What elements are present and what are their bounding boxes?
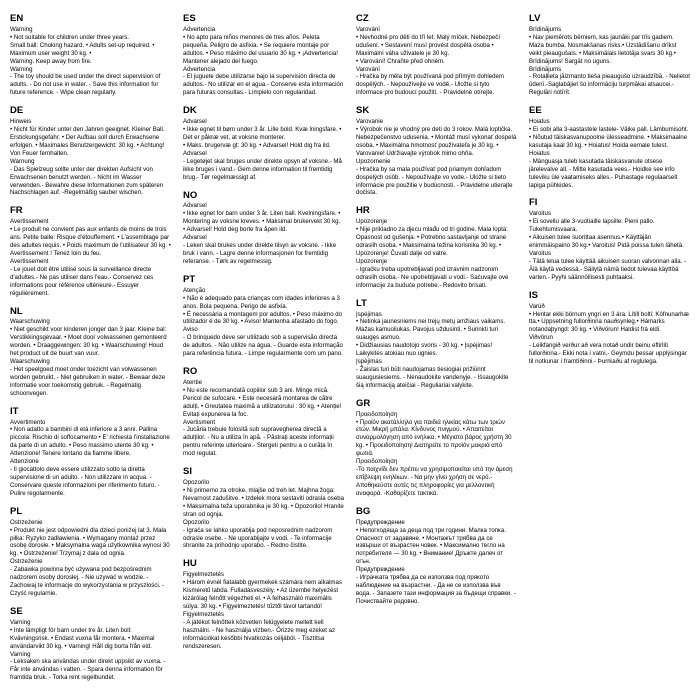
warning-paragraph: - Leksaken ska användas under direkt uppsikt av vuxna. - Får inte användas i vatten. - Spara denna information för framtida bruk. - Torka rent regelbundet. [10,658,166,682]
warning-paragraph: Avertissement [10,257,49,265]
warning-paragraph: Figyelmeztetés [183,571,224,579]
warning-paragraph: Avertisment [183,418,216,426]
warning-paragraph: - Rotaļlieta jāizmanto tieša pieaugušo uzraudzībā. - Nelietot ūdenī.-Saglabājiet šo informāciju turpmākai atsaucei.-Regulāri notīrīt. [529,73,690,97]
language-block-cz [356,14,517,97]
warning-paragraph: - Igračku treba upotrebljavati pod izravnim nadzorom odraslih osoba.- Ne upotrebljavati u vodi.- Sačuvajte ove informacije za buduće potrebe.- Redovito brisati. [356,265,509,289]
language-code: LV [529,13,541,24]
language-block-es [183,14,344,97]
language-code: IT [10,405,19,417]
warning-paragraph: • Varování! Chraňte před ohněm. [356,57,445,65]
warning-paragraph: Advarsel [183,149,207,157]
language-block-se [10,607,171,682]
warning-paragraph: Figyelmeztetés [183,610,224,618]
language-code: EE [529,105,542,117]
warning-paragraph: • Ikke egnet for barn under 3 år. Liten ball. Kvelningsfare. • Montering av voksne kreves. • Maksimal brukervekt 30 kg. • Advarsel! Hold deg borte fra åpen ild. [183,210,341,234]
warning-paragraph: - Legetøjet skal bruges under direkte opsyn af voksne.- Må ikke bruges i vand.- Gem denne information til fremtidig brug.- Tør regelmæssigt af. [183,157,342,181]
language-block-sk [356,106,517,197]
language-code: FR [10,205,23,217]
warning-paragraph: Upozorenje [356,257,388,265]
warning-paragraph: - Играчката трябва да се използва под прякото наблюдение на възрастни. - Да не се използва във вода. - Запазете тази информация за бъдещи справки. - Почиствайте редовно. [356,574,516,605]
warning-paragraph: Varoitus [529,249,551,257]
language-code: HU [183,558,197,570]
language-block-pl [10,507,171,598]
warning-paragraph: - The toy should be used under the direct supervision of adults. - Do not use in water. - Save this information for future reference. - Wipe clean regularly. [10,73,161,97]
warning-paragraph: Įspėjimas [356,358,382,366]
language-block-pt [183,275,344,358]
warning-paragraph: Aviso [183,326,198,334]
language-code: DE [10,105,24,117]
warning-paragraph: • Maks. brugervæ gt: 30 kg. • Advarsel! Hold dig fra ild. [183,141,331,149]
language-block-de [10,106,171,197]
warning-paragraph: Предупреждение [356,566,405,574]
warning-paragraph: • Niet geschikt voor kinderen jonger dan 3 jaar. Kleine bal: Verstikkingsgevaar. • Moet door volwassenen gemonteerd worden. • Draaggewingen: 30 kg. • Waarschuwing! Houd het product uit de buurt van vuur. [10,326,167,358]
warning-paragraph: - Das Spielzeug sollte unter der direkten Aufsicht von Erwachsenen benutzt werden. - Nicht im Wasser verwenden.- Bewahre diese Informationen zum späteren Nachschlagen auf. -Regelmäßig sauber wischen. [10,165,164,197]
warning-paragraph: - Leikfangið verður að vera notað undir beinu eftirliti fullorðinna.- Ekki nota í vatni.- Geymdu þessar upplýsingar til notkunar í framtíðinni.- Þurrkaðu af reglulega. [529,342,687,366]
language-block-lv [529,14,690,97]
warning-paragraph: Varning [10,650,31,658]
warning-paragraph: - Jucăria trebuie folosită sub supravegherea directă a adulților. - Nu a utiliza în apă. - Păstrați aceste informații pentru referințe ulterioare.- Stergeti pentru a o curăța în mod regulat. [183,426,334,458]
language-code: NL [10,305,23,317]
warning-paragraph: Advertencia [183,65,216,73]
warning-paragraph: Ostrzeżenie [10,518,43,526]
language-code: SK [356,105,370,117]
warning-paragraph: Small ball: Choking hazard. • Adults set-up required. • Maximum user weight 30 kg. • [10,41,155,57]
warning-paragraph: Προειδοποίηση [356,458,398,466]
language-block-hr [356,206,517,289]
language-block-is [529,291,690,366]
warning-paragraph: • Három évnél fiatalabb gyermekek számára nem alkalmas Kisméretű labda. Fulladásveszély. • Az üzembe helyezést kizárólag felnőtt végezheti el. • A felhasználó maximális súlya: 30 kg. • Figyelmeztetés! tűztől távol tartandó! [183,579,342,610]
language-block-ro [183,367,344,458]
language-code: PT [183,273,196,285]
language-code: DK [183,105,197,117]
warning-paragraph: - Tätä lelua tulee käyttää aikuisen suoran valvonnan alla. - Älä käytä vedessä.- Säilytä nämä tiedot tulevaa käyttöä varten.- Pyyhi säännöllisesti puhtaaksi. [529,257,687,281]
language-code: GR [356,397,371,409]
language-block-nl [10,307,171,398]
language-code: IS [529,289,538,301]
warning-paragraph: - Mänguasja tuleb kasutada täiskasvanute otsese järelevalve all. - Mitte kasutada vees.- Hoidke see info tuleviku üle vaatamiseks alles.- Puhastage regulaarselt lapiga pühkides. [529,157,678,189]
warning-paragraph: Varování [356,25,380,33]
warning-paragraph: Ostrzeżenie [10,558,43,566]
warning-paragraph: • Non adatto a bambini di età inferiore a 3 anni. Pallina piccola: Rischio di soffocamento • E' richiesta l'installazione da parte di un adulto. • Peso massimo utente 30 kg. • Attenzione! Tenere lontano da fiamme libere. [10,426,170,458]
warning-paragraph: - Le jouet doit être utilisé sous la surveillance directe d'adultes.- Ne pas utiliser dans l'eau.- Conservez ces informations pour référence ultérieure.- Essuyer régulièrement. [10,265,154,297]
warning-paragraph: Warnung [10,157,35,165]
warning-paragraph: • Непогходяща за деца под три години. Малка топка. Опасност от задавяне. • Монтажът трябва да се извърши от възрастен човек. • Максимално тегло на потребителя — 30 kg. • Внимание! Дръжте далеч от огън. [356,526,506,566]
warning-paragraph: Opozorilo [183,518,210,526]
warning-paragraph: • Le produit ne convient pas aux enfants de moins de trois ans. Petite balle: Risque d'étouffement. • L'assemblage par des adultes requis. • Poids maximum de l'utilisateur 30 kg. • Avertissement ! Tenez loin du feu. [10,226,171,257]
warning-paragraph: • Aikuisen tulee suorittaa asennus.• Käyttäjän enimmäispaino 30 kg.• Varoitus! Pidä poissa tulen lähetä. [529,234,684,250]
warning-paragraph: • Nav piemērots bērniem, kas jaunāki par trīs gadiem. Maza bumba. Nosmakšanas risks.• Uzstādīšanu drīkst veikt pieaugušais. • Maksimālais lietotāja svars 30 kg.• Brīdinājums! Sargāt no uguns. [529,33,677,65]
language-code: ES [183,13,196,24]
warning-paragraph: Hoiatus [529,149,550,157]
warning-paragraph: Atenção [183,286,206,294]
language-block-gr [356,399,517,498]
warning-paragraph: Hinweis [10,118,32,126]
warning-paragraph: - Žaislas turi būti naudojamas tiesiogiai prižiūrint suaugusiesiems. - Nenaudokite vandenyje. - Išsaugokite šią informaciją ateičiai - Reguliariai valykite. [356,365,509,389]
language-block-fi [529,198,690,281]
language-block-si [183,467,344,550]
warning-paragraph: - O brinquedo deve ser utilizado sob a supervisão directa de adultos. - Não utilize na água. - Guarde esta informação para referência futura. - Limpe regularmente com um pano. [183,334,343,358]
language-block-ee [529,106,690,189]
warning-paragraph: • Hentar ekki börnum yngri en 3 ára. Lítill bolti: Köfnunarhæ tta.• Uppsetning fullorðinna nauðsynleg.• Hámarks notandaþyngd: 30 kg. • Viðvörun! Haldist frá eldi. [529,310,689,334]
language-code: CZ [356,13,369,24]
warning-paragraph: Varovanie [356,118,383,126]
warning-paragraph: - A játékot felnőttek közvetlen felügyelete mellett kell használni. - Ne használja vízben.- Őrizze meg ezeket az információkat későbbi hivatkozás céljából. - Tisztítsa rendszeresen. [183,618,336,650]
warning-paragraph: Viðvörun [529,334,553,342]
warning-paragraph: • Nu este recomandată copiilor sub 3 ani. Minge mică. Pericol de sufocare. • Este necesară montarea de către adulți. • Greutatea maximă a utilizatorului : 30 kg. • Atenție! Evitați expunerea la foc. [183,386,342,418]
warning-paragraph: • Ei sovellu alle 3-vuotiaille lapsille. Pieni pallo. Tukehtumisvaara. [529,218,655,234]
warning-paragraph: Varning [10,618,31,626]
warning-paragraph: • Nevhodné pro děti do tří let. Malý míček. Nebezpečí udušení. • Sestavení musí provést dospělá osoba • Maximální váha uživatele je 30 kg. [356,33,501,57]
warning-paragraph: Warning [10,65,33,73]
language-block-dk [183,106,344,181]
warning-paragraph: • Nije prikladno za djecu mlađu od tri godine. Mala lopta: Opasnost od gušenja. • Potrebno sastavljanje od strane odraslih osoba. • Maksimalna težina korisnika 30 kg. • Upozorenje! Čuvati dalje od vatre. [356,226,508,257]
warning-paragraph: • Nicht für Kinder unter den Jahren geeignet. Kleiner Ball. Erstickungsgefahr. • Der Aufbau soll durch Erwachsene erfolgen. • Maximales Benutzergewicht: 30 kg. • Achtung! Von Feuer fernhalten. [10,126,165,157]
warning-paragraph: • Ei sobi alla 3-aastastele lastele- Väike pall. Lämbumisoht. • Nõutud täiskasvanupoolne ülesseadmine. • Maksimaalne kasutaja kaal 30 kg. • Hoiatus! Hoida eemale tulest. [529,126,689,149]
warning-paragraph: Warning [10,25,33,33]
warning-paragraph: Advarsel [183,202,207,210]
warning-paragraph: • Not suitable for children under three years. [10,33,129,41]
language-block-en [10,14,171,97]
warning-paragraph: • No apto para niños menores de tres años. Peleta pequeña. Peligro de asfixia. • Se requiere montaje por adultos. • Peso máximo del usuario 30 kg. • ¡Advertencia! Mantener alejado del fuego. [183,33,338,65]
language-block-no [183,191,344,266]
warning-paragraph: - Leken skal brukes under direkte tilsyn av voksne. - Ikke bruk i vann. - Lagre denne informasjonen for fremtidig referanse. - Tørk av regelmessig. [183,242,337,265]
language-code: SE [10,605,23,617]
language-code: FI [529,197,538,209]
warning-paragraph: Varování [356,65,380,73]
warning-paragraph: - Il giocattolo deve essere utilizzato sotto la diretta supervisione di un adulto. - Non utilizzare in acqua. - Conservare queste informazioni per riferimento futuro. - Pulire regolarmente. [10,466,160,497]
warning-paragraph: Предупреждение [356,518,405,526]
warning-paragraph: • Výrobok nie je vhodný pre deti do 3 rokov. Malá loptička. Nebezpečenstvo udusenia. • Montáž musí vykonať dospelá osoba. • Maximálna hmotnosť používateľa je 30 kg. • Varovanie! Udržiavajte výrobok mimo ohňa. [356,126,517,157]
warning-paragraph: Advarsel [183,118,207,126]
warning-paragraph: Advertencia [183,25,216,33]
warning-paragraph: • Ikke egnet til børn under 3 år. Lille bold. Kvæ lningsfare. • Det er påkræ vet, at voksne monterer. [183,126,342,141]
warning-paragraph: Waarschuwing [10,358,50,366]
warning-paragraph: - Hračka by sa mala používať pod priamym dohľadom dospelých osôb. - Nepoužívajte vo vode.- Uložte si tieto informácie pre použitie v budúcnosti. - Pravidelne utierajte dočista. [356,165,513,197]
warning-paragraph: - Zabawka powinna być używana pod bezpośrednim nadzorem osoby dorosłej. - Nie używać w wodzie. - Zachowaj te informacje do wykorzystania w przyszłości. - Czyść regularnie. [10,566,165,597]
warning-paragraph: - El juguete debe utilizarse bajo la supervisión directa de adultos.- No utilizar en el agua.- Conserve esta información para futuras consultas.- Límpielo con regularidad. [183,73,344,97]
warning-paragraph: - Het speelgoed moet onder toezicht van volwassenen worden gebruikt. - Niet gebruiken in water. - Bewaar deze informatie voor toekomstig gebruik. - Regelmatig schoonvegen. [10,365,166,397]
warning-paragraph: Waarschuwing [10,318,50,326]
language-code: PL [10,505,23,517]
warning-paragraph: • É necessária a montagem por adultos. • Peso máximo do utilizador é de 30 kg. • Aviso! Mantenha afastado do fogo. [183,310,343,326]
language-code: HR [356,205,370,217]
warning-paragraph: Advarsel [183,234,207,242]
warning-paragraph: Avertissement [10,218,49,226]
warning-paragraph: • Προϊόν ακατάλληλο για παιδιά ηλικίας κάτω των τριών ετών. Μικρή μπάλα. Κίνδυνος πνιγμού. • Απαιτείται συναρμολόγηση από ενήλικα. • Μέγιστο βάρος χρήστη 30 kg. • Προειδοποίηση! Διατηρείτε το προϊόν μακριά από φωτιά. [356,418,512,458]
language-block-hu [183,559,344,650]
warning-paragraph: Avvertimento [10,418,46,426]
warning-paragraph: Hoiatus [529,118,550,126]
language-code: NO [183,189,198,201]
warning-paragraph: • Ni primerno za otroke, mlajše od treh let. Majhna žoga: Nevarnost zadušitve. • Izdelek mora sestaviti odrasla oseba • Maksimalna teža uporabnika je 30 kg. • Opozorilo! Hranite stran od ognja. [183,487,344,518]
warning-paragraph: Attenzione [10,458,39,466]
language-code: EN [10,13,24,24]
warning-paragraph: Varoitus [529,210,551,218]
warning-paragraph: Warning. Keep away from fire. [10,57,92,65]
warning-paragraph: • Inte lämpligt för barn under tre år. Liten boll: Kvävningsrisk. • Endast vuxna får montera. • Maximal användarvikt 30 kg. • Varning! Håll dig borta från eld. [10,626,155,650]
warning-paragraph: Įspėjimas [356,310,382,318]
warning-paragraph: Προειδοποίηση [356,410,398,418]
warning-paragraph: Brīdinājums [529,65,562,73]
language-block-it [10,407,171,498]
warning-paragraph: Brīdinājums [529,25,562,33]
warning-paragraph: - Hračka by měla být používaná pod přímým dohledem dospělých. - Nepoužívejte ve vodě.- Uložte si tyto informace pro budoucí použití. - Pravidelně otírejte. [356,73,505,97]
language-code: BG [356,505,371,517]
language-block-fr [10,206,171,297]
language-block-bg [356,507,517,606]
warning-paragraph: • Didžiausias naudotojo svoris - 30 kg. • Įspėjimas! Laikykitės atokiau nuo ugnies. [356,342,493,358]
language-code: LT [356,297,367,309]
language-code: SI [183,466,192,478]
warning-paragraph: • Não é adequado para crianças com idades inferiores a 3 anos. Bola pequena. Perigo de asfixia. [183,294,340,310]
warning-paragraph: Opozorilo [183,479,210,487]
warning-paragraph: Varúð [529,302,545,310]
warning-paragraph: -Το παιχνίδι δεν πρέπει να χρησιμοποιείται υπό την άμεση επίβλεψη ενηλίκων. - Να μην γίνει χρήση σε νερό.- Αποθηκεύστε αυτές τις πληροφορίες για μελλοντική αναφορά. -Καθαρίζετε τακτικά. [356,466,513,497]
warning-paragraph: Atentie [183,378,202,386]
warning-paragraph: - Igrača se lahko uporablja pod neposrednim nadzorom odrasle osebe. - Ne uporabljajte v vodi. - Te informacije shranite za prihodnjo uporabo. - Redno čistite. [183,526,333,550]
warning-paragraph: • Netinka jaunesniems nei trejų metų amžiaus vaikams. Mažas kamuoliukas. Pavojus uždusinti. • Surinkti turi suaugęs asmuo. [356,318,506,342]
warning-paragraph: Upozornenie [356,157,391,165]
warning-paragraph: Upozorenje [356,218,388,226]
warning-paragraph: • Produkt nie jest odpowiedni dla dzieci poniżej lat 3. Mała piłka: Ryzyko zadławienia. • Wymagany montaż przez osobę dorosłe. • Maksymalna waga użytkownika wynosi 30 kg. • Ostrzeżenie! Trzymaj z dala od ognia. [10,526,170,558]
language-code: RO [183,366,198,378]
language-block-lt [356,299,517,390]
